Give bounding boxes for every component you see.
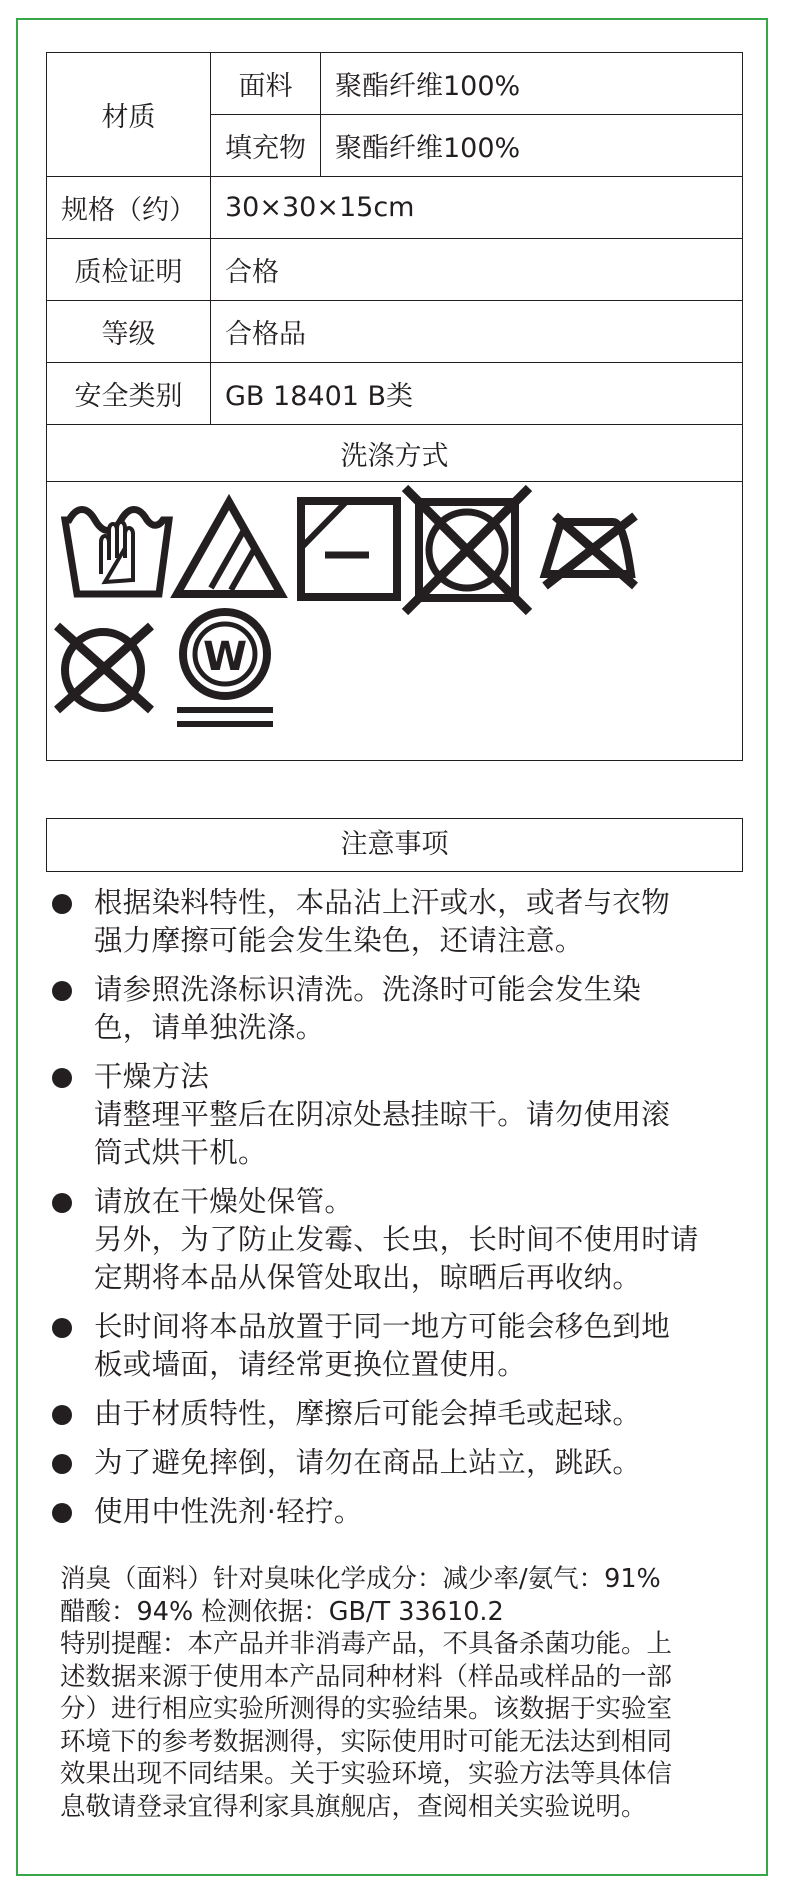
bullet-icon [52,1503,72,1523]
notice-item [50,1444,750,1482]
notice-title: 注意事项 [46,818,743,872]
dry-flat-icon [301,501,397,597]
notice-item-line: 长时间将本品放置于同一地方可能会移色到地 [94,1310,671,1343]
fabric-label: 面料 [211,53,321,115]
notice-item-line: 定期将本品从保管处取出，晾晒后再收纳。 [94,1261,642,1294]
no-iron-icon [545,516,635,586]
notice-item [50,1308,750,1384]
wet-clean-letter: W [202,634,248,680]
filling-value: 聚酯纤维100% [321,115,743,177]
bullet-icon [52,894,72,914]
bullet-icon [52,1193,72,1213]
hand-wash-icon [65,510,169,595]
safety-value: GB 18401 B类 [211,363,743,425]
bullet-icon [52,1454,72,1474]
bullet-icon [52,981,72,1001]
inspection-value: 合格 [211,239,743,301]
material-label: 材质 [47,53,211,177]
footnote-line: 效果出现不同结果。关于实验环境，实验方法等具体信 [60,1759,673,1789]
notice-item-line: 请整理平整后在阴凉处悬挂晾干。请勿使用滚 [94,1098,671,1131]
footnote-line: 特别提醒：本产品并非消毒产品，不具备杀菌功能。上 [60,1629,673,1659]
fabric-value: 聚酯纤维100% [321,53,743,115]
notice-item [50,1183,750,1297]
bullet-icon [52,1068,72,1088]
wash-symbols [47,482,743,761]
notice-item-line: 筒式烘干机。 [94,1136,267,1169]
spec-table [46,52,743,761]
notice-item-line: 干燥方法 [94,1060,210,1093]
notice-item-line: 请放在干燥处保管。 [94,1185,354,1218]
notice-item-line: 色，请单独洗涤。 [94,1011,325,1044]
bullet-icon [52,1318,72,1338]
notice-item-line: 板或墙面，请经常更换位置使用。 [94,1348,527,1381]
footnote-line: 消臭（面料）针对臭味化学成分：减少率/氨气：91% [60,1564,661,1594]
footnote-line: 分）进行相应实验所测得的实验结果。该数据于实验室 [60,1694,673,1724]
notice-item-line: 由于材质特性，摩擦后可能会掉毛或起球。 [94,1397,642,1430]
no-dry-clean-icon [57,626,151,710]
footnote-line: 息敬请登录宜得利家具旗舰店，查阅相关实验说明。 [60,1791,647,1822]
notice-item-line: 根据染料特性，本品沾上汗或水，或者与衣物 [94,886,671,919]
inspection-label: 质检证明 [47,239,211,301]
notice-item-line: 另外，为了防止发霉、长虫，长时间不使用时请 [94,1223,699,1256]
notice-item-line: 使用中性洗剂·轻拧。 [94,1495,363,1528]
safety-label: 安全类别 [47,363,211,425]
notice-list [50,884,750,1542]
footnote-line: 述数据来源于使用本产品同种材料（样品或样品的一部 [60,1661,673,1692]
notice-item [50,1493,750,1531]
notice-item-line: 强力摩擦可能会发生染色，还请注意。 [94,924,584,957]
bullet-icon [52,1405,72,1425]
notice-item [50,884,750,960]
filling-label: 填充物 [211,115,321,177]
footnote-line: 环境下的参考数据测得，实际使用时可能无法达到相同 [60,1726,673,1757]
no-tumble-dry-icon [405,488,529,612]
wash-method-title: 洗涤方式 [47,425,743,482]
bleach-allowed-icon [177,502,281,594]
size-label: 规格（约） [47,177,211,239]
test-footnote [60,1563,750,1823]
wet-clean-icon [177,612,273,724]
size-value: 30×30×15cm [211,177,743,239]
notice-item-line: 请参照洗涤标识清洗。洗涤时可能会发生染 [94,973,642,1006]
notice-item [50,971,750,1047]
notice-item-line: 为了避免摔倒，请勿在商品上站立，跳跃。 [94,1446,642,1479]
notice-item [50,1395,750,1433]
grade-label: 等级 [47,301,211,363]
grade-value: 合格品 [211,301,743,363]
footnote-line: 醋酸：94% 检测依据：GB/T 33610.2 [60,1596,504,1627]
notice-item [50,1058,750,1172]
